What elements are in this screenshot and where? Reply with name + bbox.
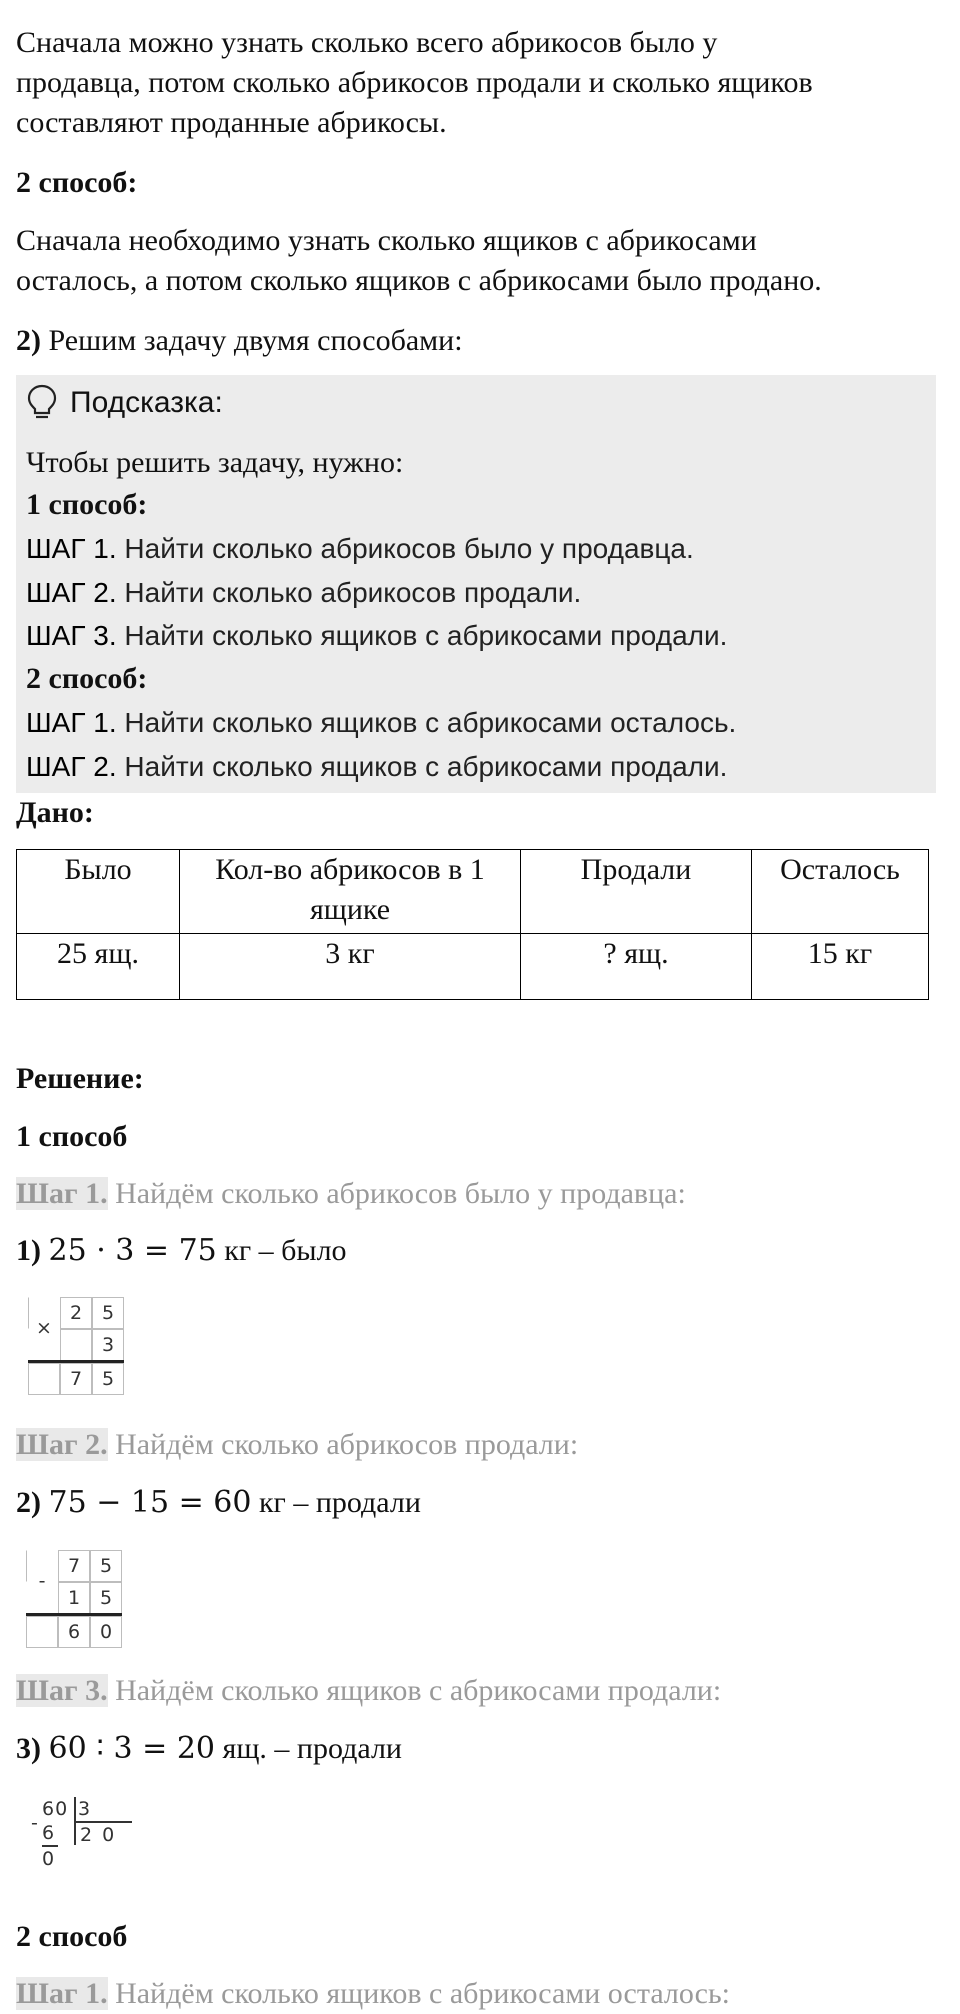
grid-digit: 6: [58, 1616, 90, 1648]
step-4-line: [16, 1974, 730, 2014]
step-3-line: [16, 1671, 721, 1711]
solution-heading: Решение:: [16, 1062, 144, 1095]
subtraction-column-grid: [26, 1550, 126, 1650]
header-cell: Кол-во абрикосов в 1 ящике: [180, 850, 521, 934]
method2-solution-heading: 2 способ: [16, 1920, 128, 1953]
hint-intro: Чтобы решить задачу, нужно:: [26, 446, 404, 479]
dividend: 60: [42, 1798, 69, 1820]
expression-unit: кг – было: [224, 1234, 347, 1267]
expression-number: 2): [16, 1486, 41, 1519]
expression-2: [16, 1483, 421, 1523]
method1-heading: 1 способ: [16, 1120, 128, 1153]
method2-line-2: осталось, а потом сколько ящиков с абрикосами было продано.: [16, 264, 822, 297]
value-cell: 15 кг: [752, 934, 929, 1000]
hint-m1-step-2: [26, 573, 581, 613]
given-heading: Дано:: [16, 796, 94, 829]
step-label: Шаг 1.: [16, 1177, 108, 1210]
hint-step-text: Найти сколько ящиков с абрикосами продали.: [124, 751, 728, 782]
value-cell: 25 ящ.: [17, 934, 180, 1000]
expression-unit: кг – продали: [258, 1486, 421, 1519]
hint-step-text: Найти сколько ящиков с абрикосами осталось.: [124, 707, 737, 738]
header-cell: Было: [17, 850, 180, 934]
step-label: Шаг 3.: [16, 1674, 108, 1707]
item-2-text: Решим задачу двумя способами:: [48, 324, 463, 357]
hint-step-text: Найти сколько абрикосов продали.: [124, 577, 582, 608]
method2-line-1: Сначала необходимо узнать сколько ящиков с абрикосами: [16, 224, 757, 257]
operator-sign: ×: [36, 1317, 52, 1339]
hint-step-text: Найти сколько абрикосов было у продавца.: [124, 533, 694, 564]
expression-math: 60 ∶ 3 = 20: [48, 1731, 216, 1766]
step-2-line: [16, 1425, 578, 1465]
subtrahend: 6: [42, 1822, 55, 1844]
hint-method1-heading: 1 способ:: [26, 488, 148, 521]
expression-number: 1): [16, 1234, 41, 1267]
value-cell: ? ящ.: [521, 934, 752, 1000]
step-text: Найдём сколько ящиков с абрикосами продали:: [115, 1674, 722, 1707]
hint-step-label: ШАГ 1.: [26, 533, 117, 564]
hint-title: Подсказка:: [70, 386, 223, 419]
value-cell: 3 кг: [180, 934, 521, 1000]
hint-step-label: ШАГ 3.: [26, 620, 117, 651]
hint-step-label: ШАГ 1.: [26, 707, 117, 738]
grid-digit: 5: [90, 1550, 122, 1582]
hint-m1-step-1: [26, 529, 694, 569]
step-text: Найдём сколько абрикосов было у продавца:: [115, 1177, 686, 1210]
grid-digit: 5: [92, 1363, 124, 1395]
lightbulb-icon: [24, 382, 60, 422]
step-label: Шаг 1.: [16, 1977, 108, 2010]
minus-sign: -: [31, 1812, 38, 1834]
header-cell: Осталось: [752, 850, 929, 934]
expression-unit: ящ. – продали: [222, 1732, 402, 1765]
step-1-line: [16, 1174, 686, 1214]
hint-m1-step-3: [26, 616, 727, 656]
remainder: 0: [42, 1848, 55, 1870]
long-division: [30, 1797, 120, 1887]
method2-heading: 2 способ:: [16, 166, 138, 199]
operator-sign: -: [38, 1570, 46, 1592]
grid-digit: 7: [58, 1550, 90, 1582]
quotient: 2 0: [80, 1824, 117, 1846]
given-table: [16, 849, 929, 1000]
hint-step-label: ШАГ 2.: [26, 751, 117, 782]
intro-line-1: Сначала можно узнать сколько всего абрикосов было у: [16, 26, 718, 59]
expression-math: 25 · 3 = 75: [48, 1233, 217, 1268]
hint-m2-step-2: [26, 747, 727, 787]
grid-digit: 1: [58, 1582, 90, 1614]
intro-line-3: составляют проданные абрикосы.: [16, 106, 447, 139]
step-text: Найдём сколько абрикосов продали:: [115, 1428, 579, 1461]
item-2: [16, 321, 463, 361]
grid-digit: 7: [60, 1363, 92, 1395]
expression-3: [16, 1729, 402, 1769]
header-cell: Продали: [521, 850, 752, 934]
grid-digit: 5: [92, 1297, 124, 1329]
given-value-row: [17, 934, 929, 1000]
hint-method2-heading: 2 способ:: [26, 662, 148, 695]
expression-math: 75 − 15 = 60: [48, 1485, 252, 1520]
step-label: Шаг 2.: [16, 1428, 108, 1461]
grid-digit: 2: [60, 1297, 92, 1329]
grid-digit: 0: [90, 1616, 122, 1648]
hint-step-text: Найти сколько ящиков с абрикосами продали.: [124, 620, 728, 651]
step-text: Найдём сколько ящиков с абрикосами осталось:: [115, 1977, 730, 2010]
hint-m2-step-1: [26, 703, 736, 743]
divisor: 3: [78, 1798, 91, 1820]
hint-step-label: ШАГ 2.: [26, 577, 117, 608]
expression-1: [16, 1231, 347, 1271]
expression-number: 3): [16, 1732, 41, 1765]
multiplication-column-grid: [28, 1297, 128, 1397]
given-header-row: [17, 850, 929, 934]
grid-digit: 5: [90, 1582, 122, 1614]
grid-digit: [60, 1329, 92, 1361]
intro-line-2: продавца, потом сколько абрикосов продали и сколько ящиков: [16, 66, 813, 99]
item-2-number: 2): [16, 324, 41, 357]
grid-digit: 3: [92, 1329, 124, 1361]
